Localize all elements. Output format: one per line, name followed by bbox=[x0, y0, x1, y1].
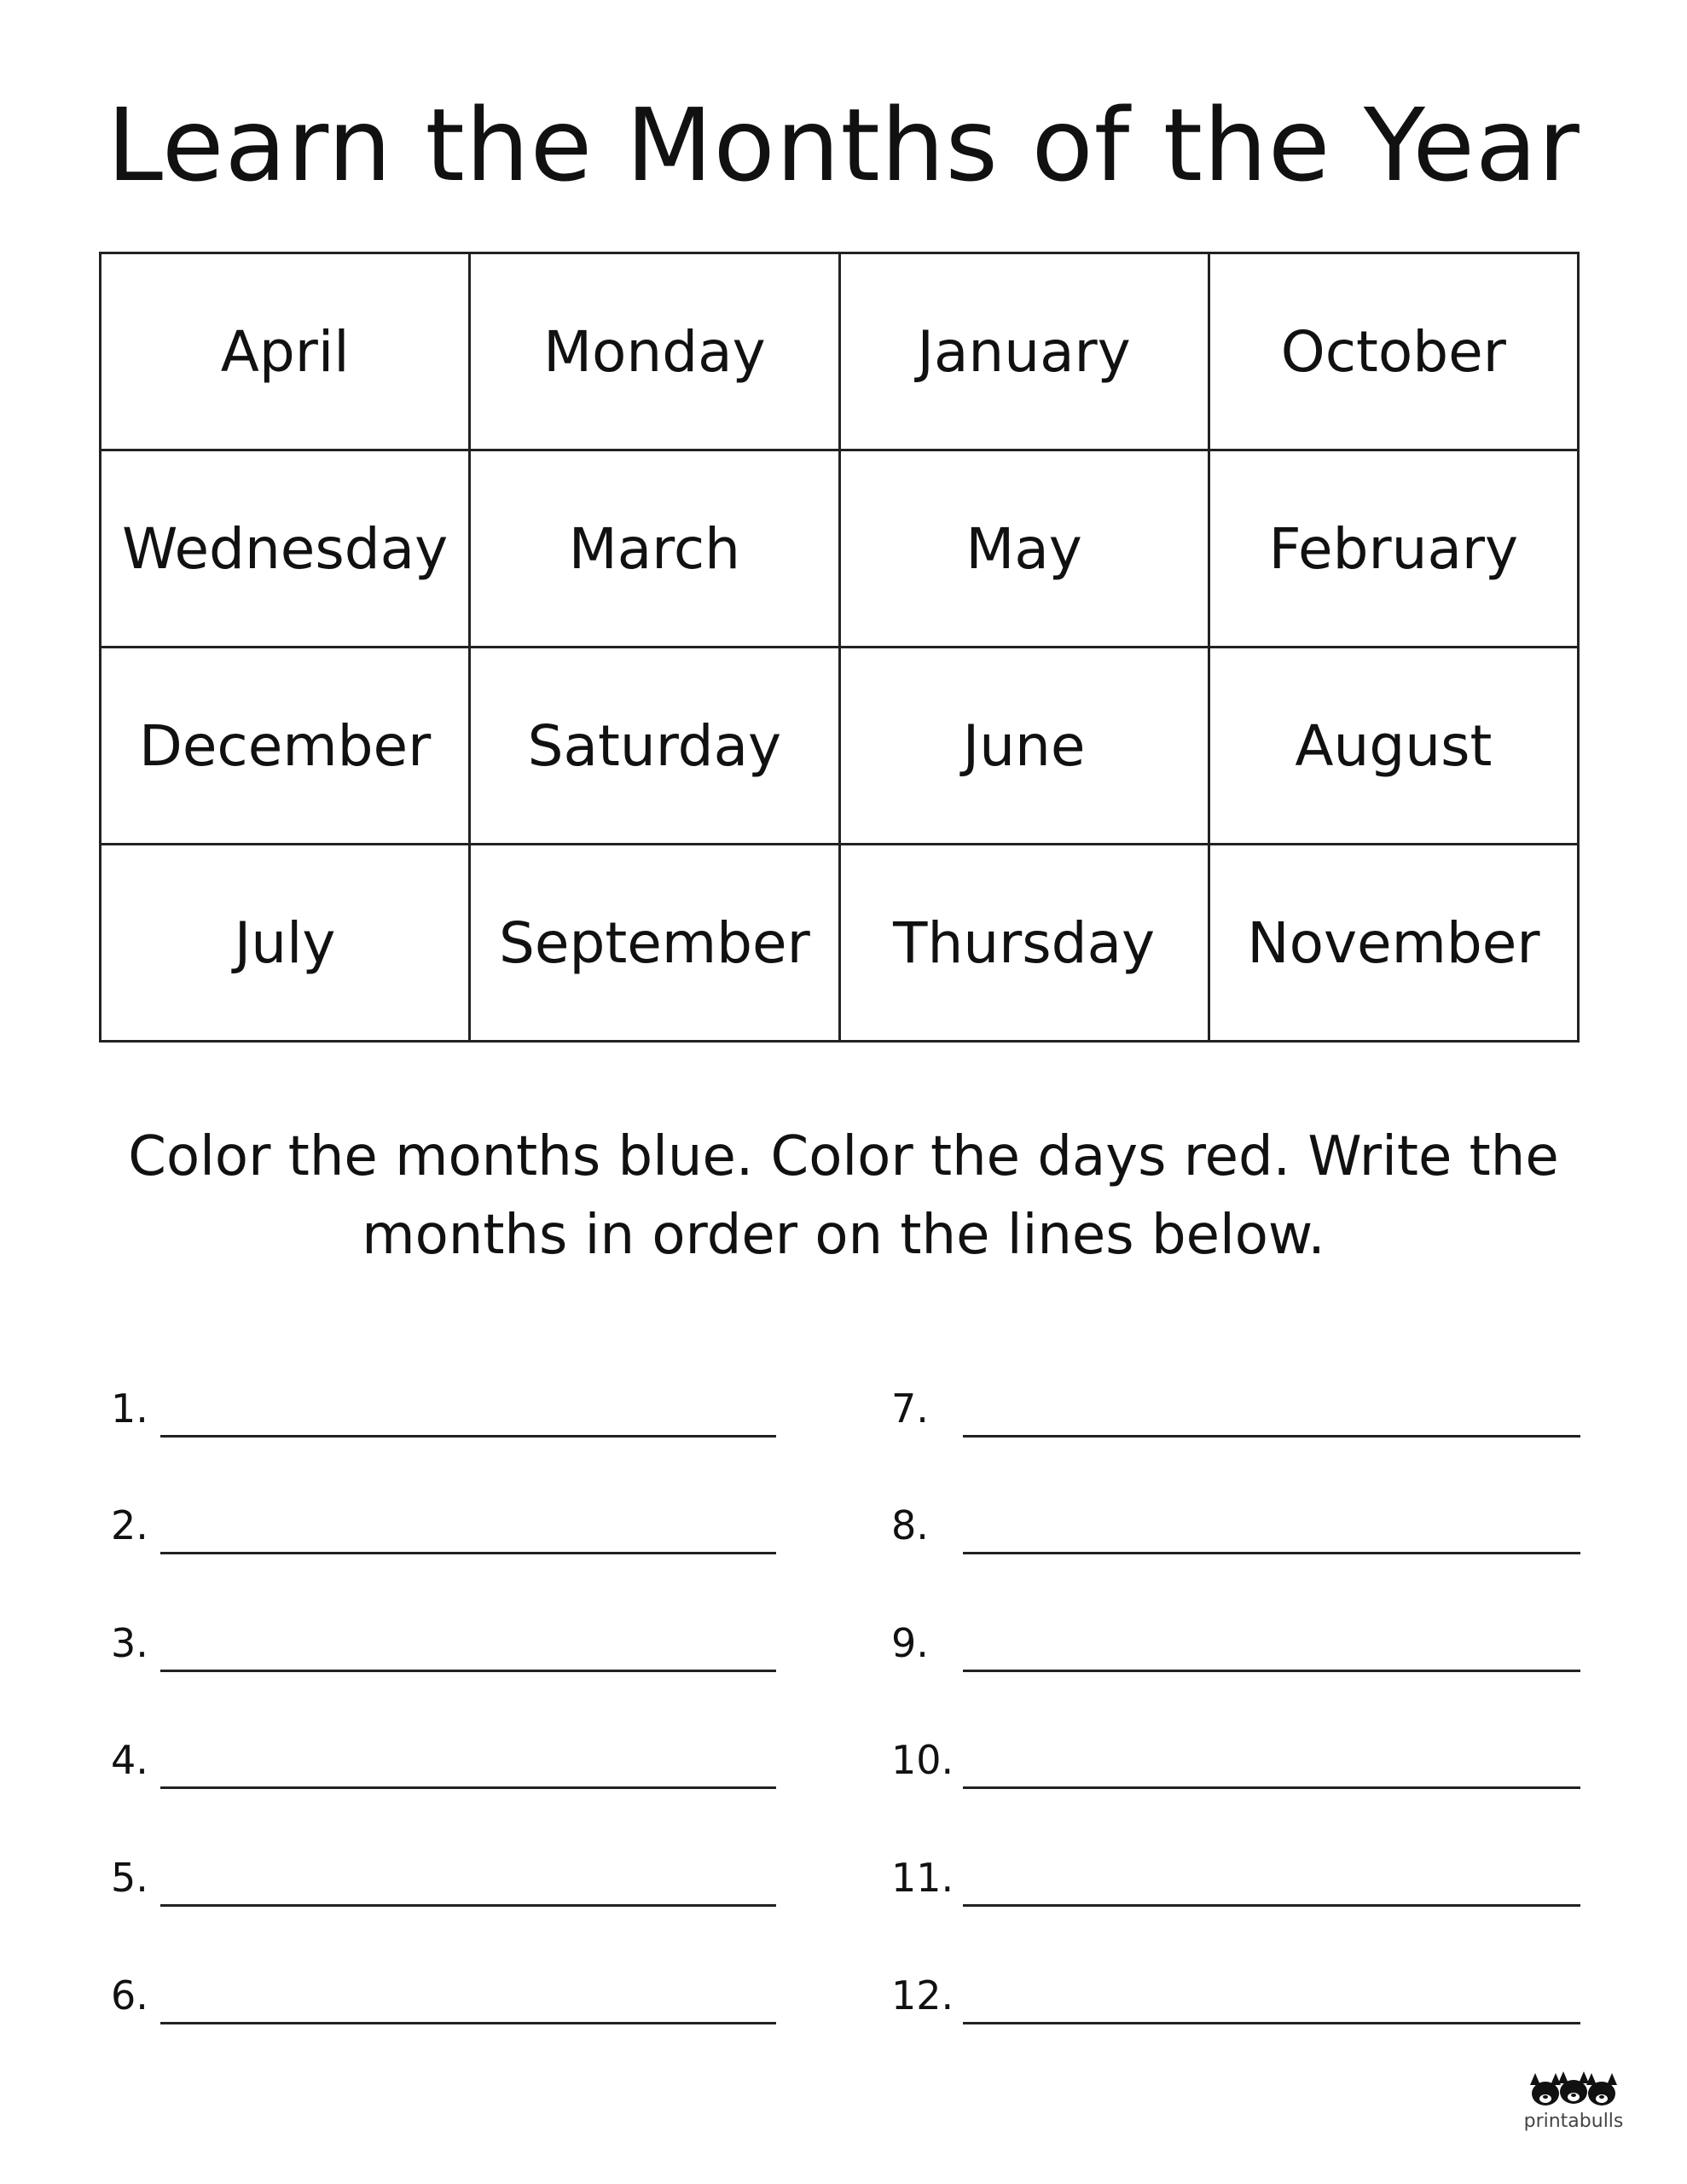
grid-cell[interactable]: Monday bbox=[470, 253, 839, 450]
instructions-text: Color the months blue. Color the days red. Write the months in order on the lines below. bbox=[128, 1125, 1559, 1267]
answer-line[interactable] bbox=[160, 2022, 776, 2024]
bulldog-faces-icon bbox=[1518, 2065, 1629, 2112]
answer-line-row bbox=[111, 1604, 776, 1672]
grid-row bbox=[101, 845, 1579, 1042]
answer-line[interactable] bbox=[160, 1435, 776, 1438]
answer-line[interactable] bbox=[963, 1670, 1580, 1672]
answer-line-row bbox=[891, 1838, 1580, 1907]
line-number: 5. bbox=[111, 1855, 148, 1901]
grid-cell[interactable]: Wednesday bbox=[101, 450, 470, 648]
grid-cell[interactable]: September bbox=[470, 845, 839, 1042]
answer-line-row bbox=[111, 1369, 776, 1438]
grid-cell[interactable]: Thursday bbox=[839, 845, 1209, 1042]
answer-line[interactable] bbox=[160, 1670, 776, 1672]
answer-line[interactable] bbox=[963, 1435, 1580, 1438]
line-number: 1. bbox=[111, 1385, 148, 1432]
grid-cell[interactable]: Saturday bbox=[470, 648, 839, 845]
grid-row bbox=[101, 450, 1579, 648]
grid-cell[interactable]: October bbox=[1209, 253, 1578, 450]
grid-cell[interactable]: June bbox=[839, 648, 1209, 845]
answer-line[interactable] bbox=[963, 1552, 1580, 1554]
answer-line[interactable] bbox=[160, 1786, 776, 1789]
answer-line[interactable] bbox=[963, 2022, 1580, 2024]
grid-cell[interactable]: April bbox=[101, 253, 470, 450]
word-grid bbox=[99, 252, 1580, 1043]
answer-line-row bbox=[111, 1721, 776, 1789]
printabulls-logo[interactable] bbox=[1518, 2065, 1629, 2150]
answer-line-row bbox=[891, 1604, 1580, 1672]
line-number: 12. bbox=[891, 1972, 954, 2018]
page-title: Learn the Months of the Year bbox=[107, 86, 1580, 204]
line-number: 8. bbox=[891, 1502, 929, 1548]
grid-cell[interactable]: August bbox=[1209, 648, 1578, 845]
answer-line[interactable] bbox=[160, 1904, 776, 1907]
line-number: 7. bbox=[891, 1385, 929, 1432]
grid-cell[interactable]: December bbox=[101, 648, 470, 845]
line-number: 9. bbox=[891, 1620, 929, 1666]
answer-line-row bbox=[891, 1721, 1580, 1789]
line-number: 2. bbox=[111, 1502, 148, 1548]
answer-line[interactable] bbox=[963, 1786, 1580, 1789]
answer-line-row bbox=[111, 1486, 776, 1554]
line-number: 6. bbox=[111, 1972, 148, 2018]
answer-line-row bbox=[891, 1369, 1580, 1438]
answer-line[interactable] bbox=[963, 1904, 1580, 1907]
answer-line-row bbox=[891, 1956, 1580, 2024]
logo-text: printabulls bbox=[1523, 2111, 1624, 2132]
grid-cell[interactable]: May bbox=[839, 450, 1209, 648]
grid-cell[interactable]: July bbox=[101, 845, 470, 1042]
line-number: 3. bbox=[111, 1620, 148, 1666]
line-number: 4. bbox=[111, 1737, 148, 1783]
grid-cell[interactable]: March bbox=[470, 450, 839, 648]
grid-row bbox=[101, 253, 1579, 450]
answer-line-row bbox=[891, 1486, 1580, 1554]
line-number: 10. bbox=[891, 1737, 954, 1783]
grid-cell[interactable]: November bbox=[1209, 845, 1578, 1042]
grid-cell[interactable]: February bbox=[1209, 450, 1578, 648]
answer-line-row bbox=[111, 1838, 776, 1907]
answer-line-row bbox=[111, 1956, 776, 2024]
grid-row bbox=[101, 648, 1579, 845]
grid-cell[interactable]: January bbox=[839, 253, 1209, 450]
answer-line[interactable] bbox=[160, 1552, 776, 1554]
line-number: 11. bbox=[891, 1855, 954, 1901]
